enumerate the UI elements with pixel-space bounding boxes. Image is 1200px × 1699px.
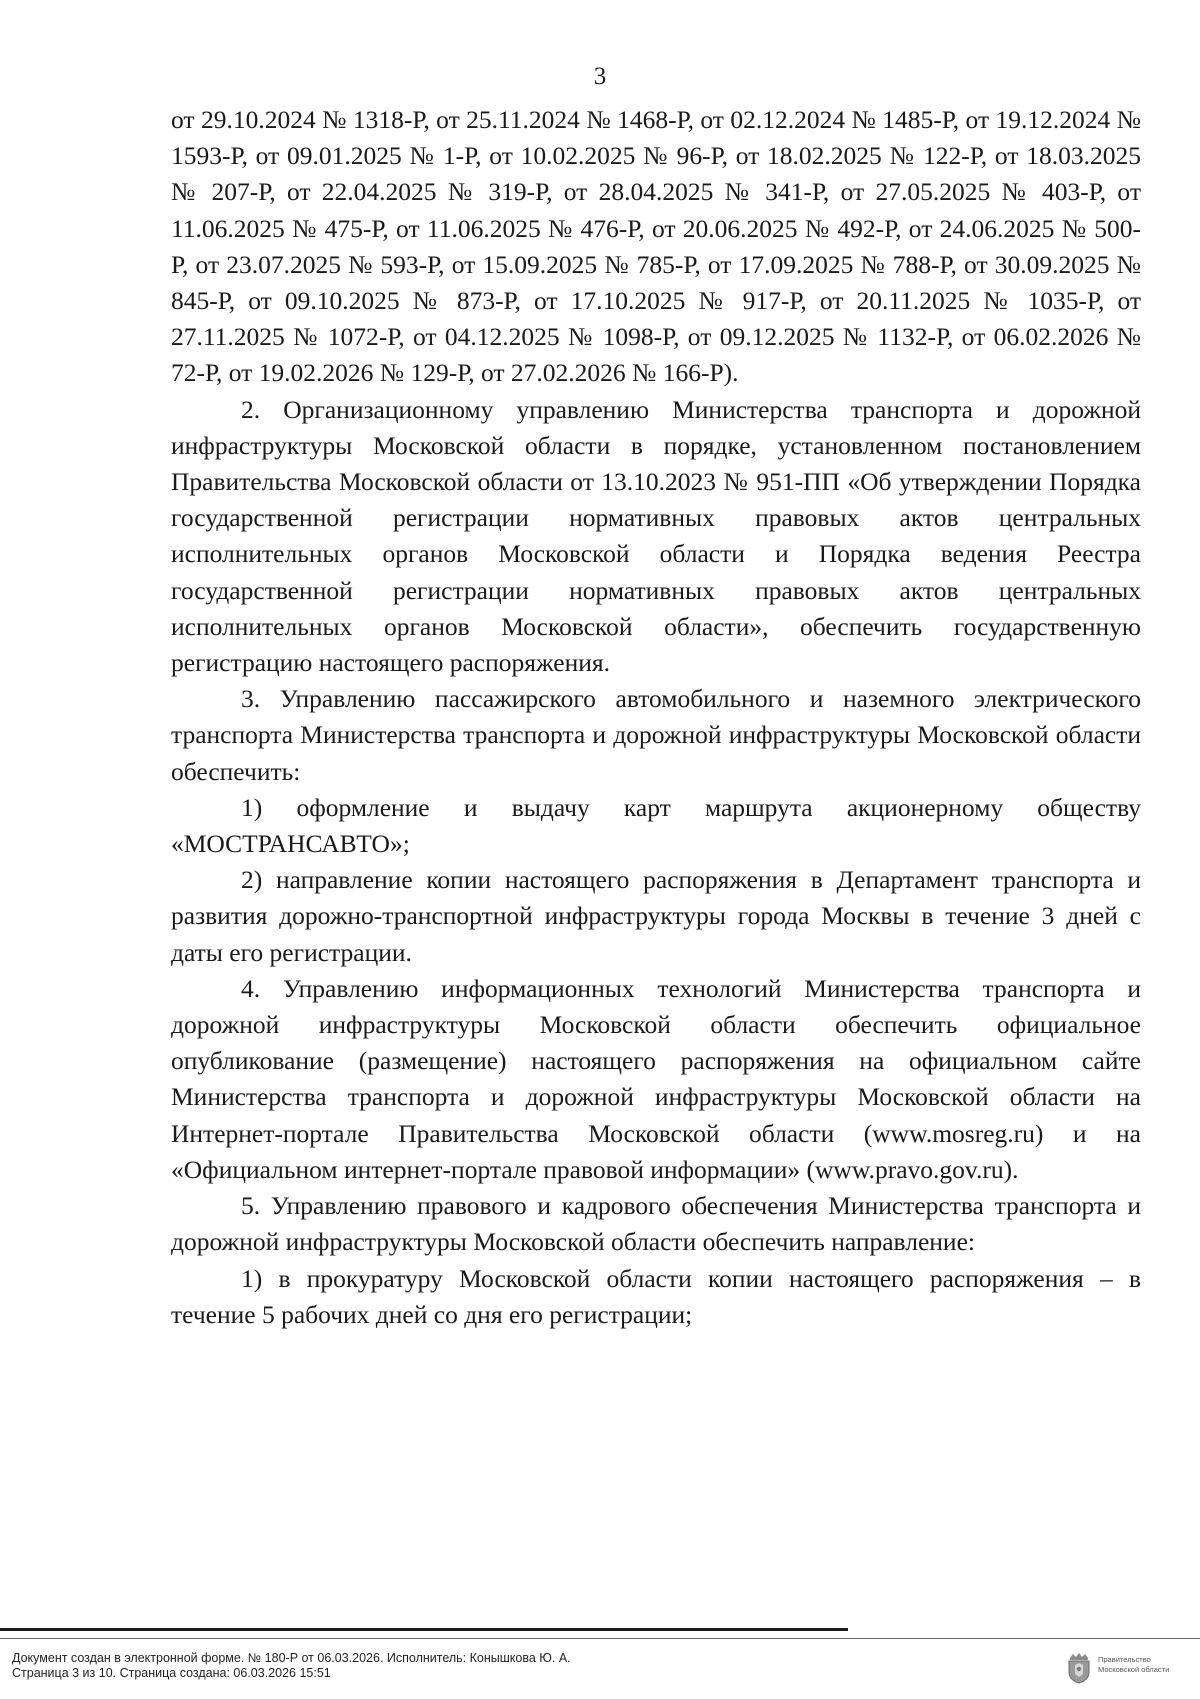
paragraph-decree-list: от 29.10.2024 № 1318-Р, от 25.11.2024 № 1468-Р, от 02.12.2024 № 1485-Р, от 19.12.2024 № 1593-Р, от 09.01.2025 № 1-Р, от 10.02.2025 № 96-Р, от 18.02.2025 № 122-Р, от 18.03.2025 № 207-Р, от 22.04.2025 № 319-Р, от 28.04.2025 № 341-Р, от 27.05.2025 № 403-Р, от 11.06.2025 № 475-Р, от 11.06.2025 № 476-Р, от 20.06.2025 № 492-Р, от 24.06.2025 № 500-Р, от 23.07.2025 № 593-Р, от 15.09.2025 № 785-Р, от 17.09.2025 № 788-Р, от 30.09.2025 № 845-Р, от 09.10.2025 № 873-Р, от 17.10.2025 № 917-Р, от 20.11.2025 № 1035-Р, от 27.11.2025 № 1072-Р, от 04.12.2025 № 1098-Р, от 09.12.2025 № 1132-Р, от 06.02.2026 № 72-Р, от 19.02.2026 № 129-Р, от 27.02.2026 № 166-Р).: [171, 105, 1141, 388]
footer-divider-thin: [0, 1638, 1200, 1639]
footer-document-info: [12, 1651, 1012, 1681]
footer-divider-thick: [0, 1628, 848, 1631]
paragraph-item-5: 5. Управлению правового и кадрового обеспечения Министерства транспорта и дорожной инфраструктуры Московской области обеспечить направление:: [171, 1191, 1141, 1257]
paragraph-item-4: 4. Управлению информационных технологий Министерства транспорта и дорожной инфраструктуры Московской области обеспечить официальное опубликование (размещение) настоящего распоряжения на официальном сайте Министерства транспорта и дорожной инфраструктуры Московской области на Интернет-портале Правительства Московской области (www.mosreg.ru) и на «Официальном интернет-портале правовой информации» (www.pravo.gov.ru).: [171, 973, 1141, 1184]
page-number: 3: [593, 63, 607, 90]
paragraph-item-2: 2. Организационному управлению Министерства транспорта и дорожной инфраструктуры Московской области в порядке, установленном постановлением Правительства Московской области от 13.10.2023 № 951-ПП «Об утверждении Порядка государственной регистрации нормативных правовых актов центральных исполнительных органов Московской области и Порядка ведения Реестра государственной регистрации нормативных правовых актов центральных исполнительных органов Московской области», обеспечить государственную регистрацию настоящего распоряжения.: [171, 394, 1141, 678]
document-body: [171, 102, 1141, 1333]
coat-of-arms-icon: [1066, 1652, 1092, 1684]
footer-org-name: Правительство Московской области: [1098, 1655, 1170, 1674]
footer-line-1: Документ создан в электронной форме. № 180-Р от 06.03.2026. Исполнитель: Конышкова Ю. А.: [12, 1651, 571, 1665]
paragraph-item-5-1: 1) в прокуратуру Московской области копии настоящего распоряжения – в течение 5 рабочих дней со дня его регистрации;: [171, 1263, 1141, 1329]
paragraph-item-3-1: 1) оформление и выдачу карт маршрута акционерному обществу «МОСТРАНСАВТО»;: [171, 792, 1141, 859]
paragraph-item-3-2: 2) направление копии настоящего распоряжения в Департамент транспорта и развития дорожно-транспортной инфраструктуры города Москвы в течение 3 дней с даты его регистрации.: [171, 865, 1141, 967]
footer-line-2: Страница 3 из 10. Страница создана: 06.03.2026 15:51: [12, 1666, 331, 1680]
paragraph-item-3: 3. Управлению пассажирского автомобильного и наземного электрического транспорта Министерства транспорта и дорожной инфраструктуры Московской области обеспечить:: [171, 684, 1141, 786]
coat-of-arms-svg: [1066, 1652, 1092, 1684]
